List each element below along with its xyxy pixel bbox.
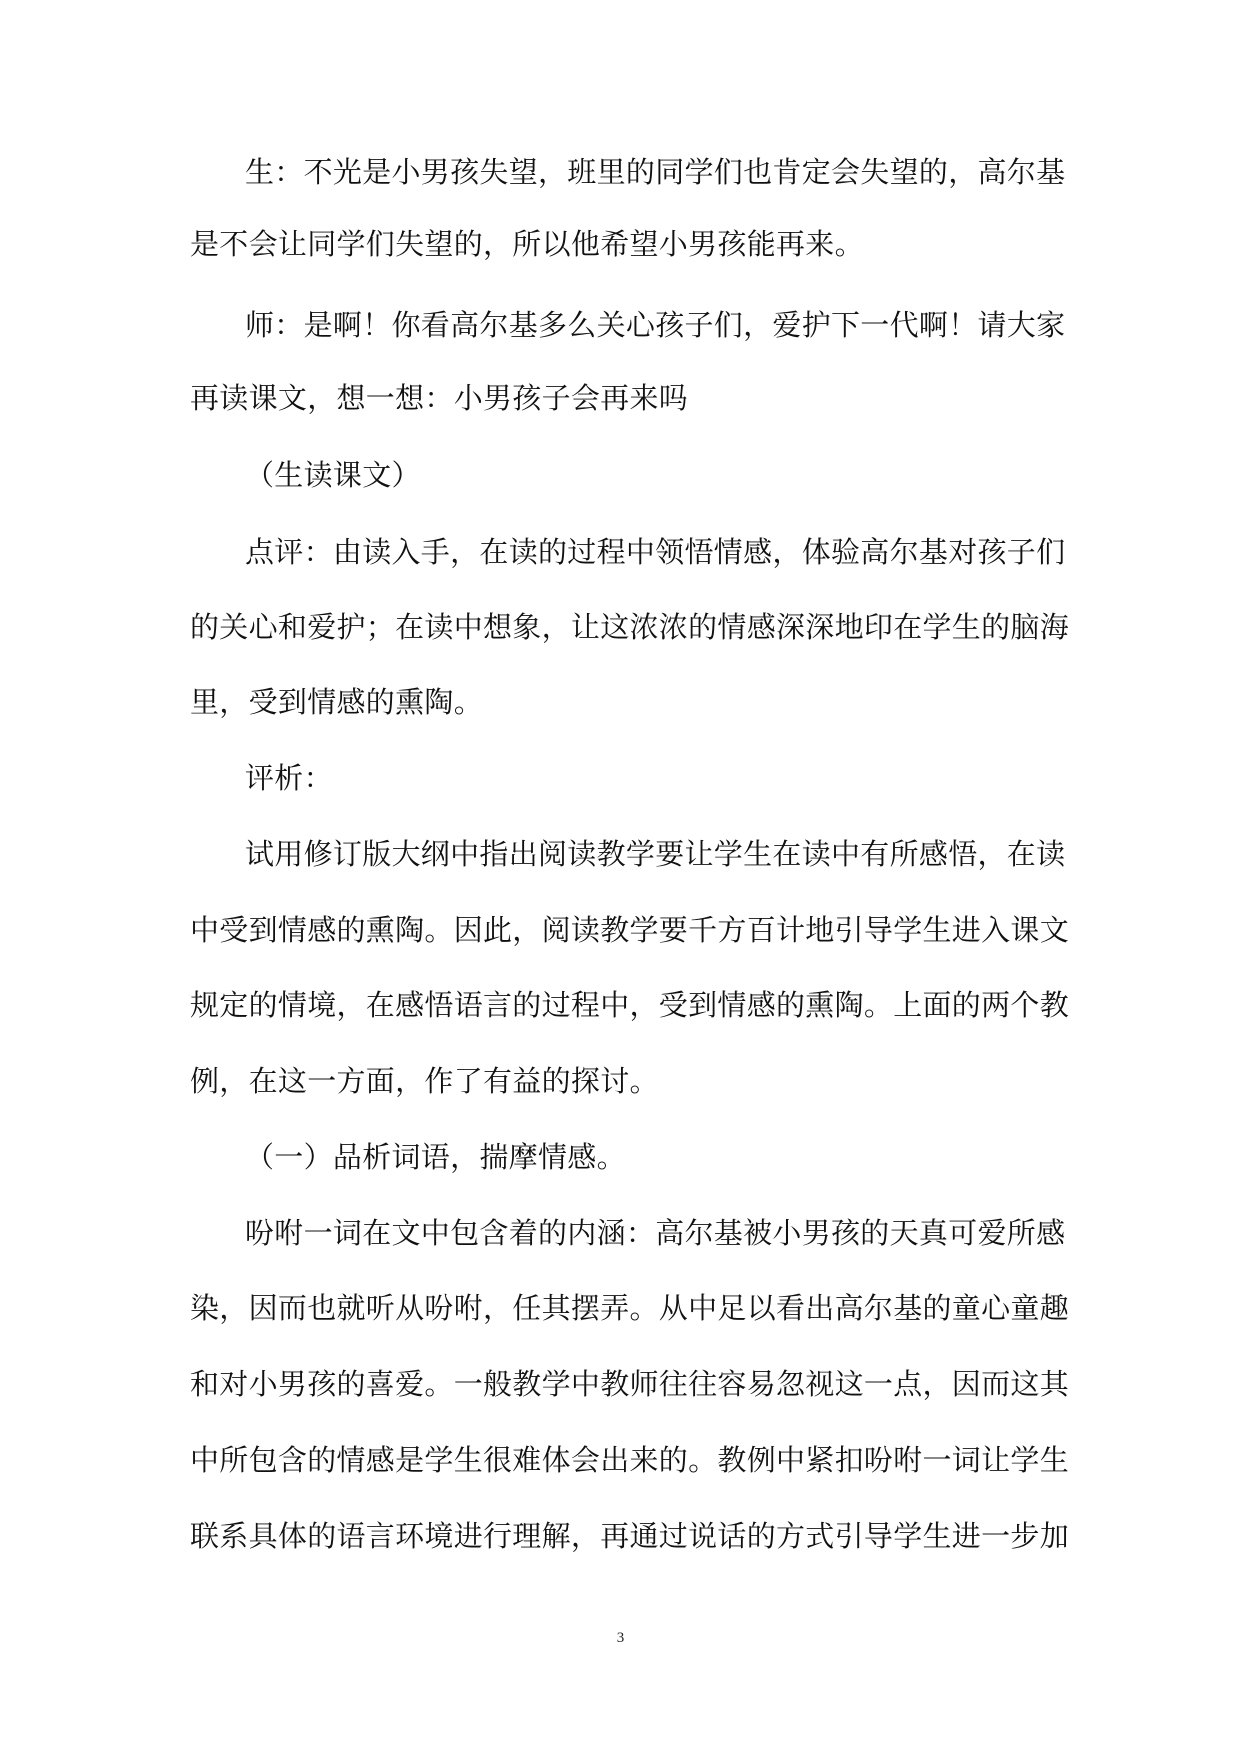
text-line: 联系具体的语言环境进行理解，再通过说话的方式引导学生进一步加 [190,1519,1070,1553]
text-line: 里，受到情感的熏陶。 [190,685,484,719]
text-line: 的关心和爱护；在读中想象，让这浓浓的情感深深地印在学生的脑海 [190,610,1070,644]
text-line: 评析： [245,761,333,795]
text-line: 生：不光是小男孩失望，班里的同学们也肯定会失望的，高尔基 [245,155,1066,189]
text-line: 点评：由读入手，在读的过程中领悟情感，体验高尔基对孩子们 [245,535,1066,569]
text-line: 师：是啊！你看高尔基多么关心孩子们，爱护下一代啊！请大家 [245,308,1066,342]
text-line: 例，在这一方面，作了有益的探讨。 [190,1064,659,1098]
text-line: 试用修订版大纲中指出阅读教学要让学生在读中有所感悟，在读 [245,837,1066,871]
page-number: 3 [616,1630,625,1646]
text-line: 再读课文，想一想：小男孩子会再来吗 [190,381,689,415]
text-line: 吩咐一词在文中包含着的内涵：高尔基被小男孩的天真可爱所感 [245,1216,1066,1250]
text-line: 中所包含的情感是学生很难体会出来的。教例中紧扣吩咐一词让学生 [190,1443,1070,1477]
text-line: 规定的情境，在感悟语言的过程中，受到情感的熏陶。上面的两个教 [190,988,1070,1022]
section-heading: （一）品析词语，揣摩情感。 [245,1140,626,1174]
text-line: 中受到情感的熏陶。因此，阅读教学要千方百计地引导学生进入课文 [190,913,1070,947]
text-line: 染，因而也就听从吩咐，任其摆弄。从中足以看出高尔基的童心童趣 [190,1291,1070,1325]
text-line: （生读课文） [245,458,421,492]
text-line: 是不会让同学们失望的，所以他希望小男孩能再来。 [190,227,864,261]
text-line: 和对小男孩的喜爱。一般教学中教师往往容易忽视这一点，因而这其 [190,1367,1070,1401]
